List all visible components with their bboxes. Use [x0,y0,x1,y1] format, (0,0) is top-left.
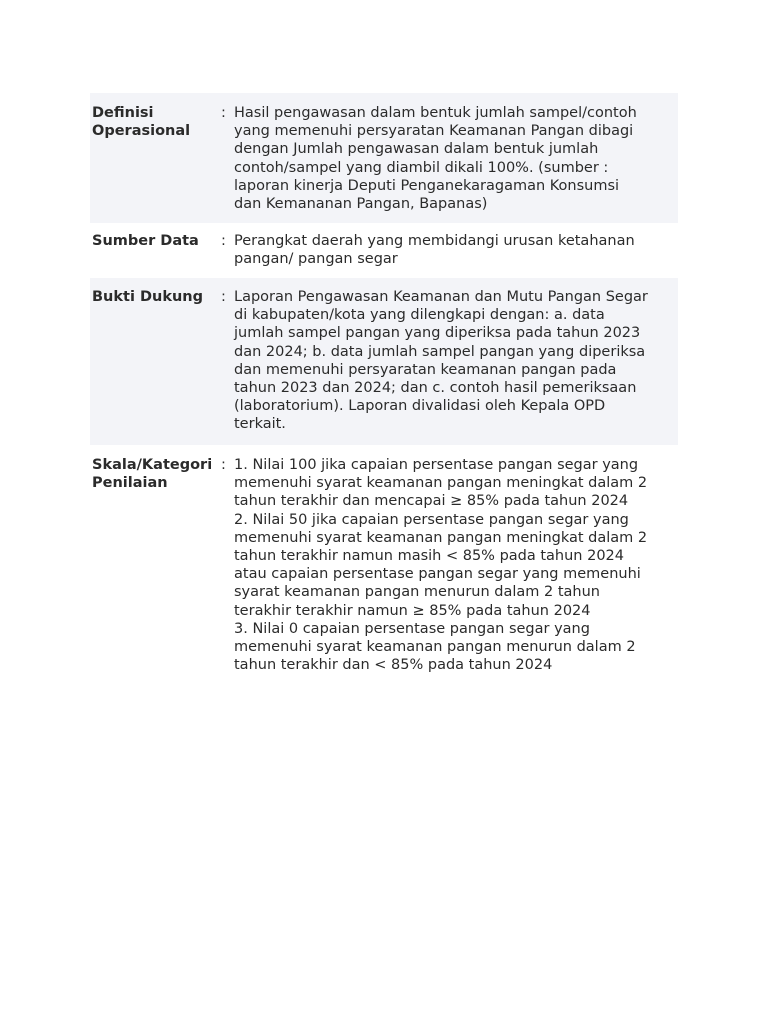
row-bukti-dukung [90,278,678,445]
row-value: 1. Nilai 100 jika capaian persentase pangan segar yang memenuhi syarat keamanan pangan meningkat dalam 2 tahun terakhir dan mencapai ≥ 85% pada tahun 2024 2. Nilai 50 jika capaian persentase pangan segar yang memenuhi syarat keamanan pangan meningkat dalam 2 tahun terakhir namun masih < 85% pada tahun 2024 atau capaian persentase pangan segar yang memenuhi syarat keamanan pangan menurun dalam 2 tahun terakhir terakhir namun ≥ 85% pada tahun 2024 3. Nilai 0 capaian persentase pangan segar yang memenuhi syarat keamanan pangan menurun dalam 2 tahun terakhir dan < 85% pada tahun 2024 [234,457,648,674]
row-value: Hasil pengawasan dalam bentuk jumlah sampel/contoh yang memenuhi persyaratan Keamanan Pangan dibagi dengan Jumlah pengawasan dalam bentuk jumlah contoh/sampel yang diambil dikali 100%. (sumber : laporan kinerja Deputi Penganekaragaman Konsumsi dan Kemananan Pangan, Bapanas) [234,105,637,213]
row-label: Definisi Operasional [92,105,191,140]
row-colon: : [221,289,226,305]
row-colon: : [221,105,226,121]
row-label: Skala/Kategori Penilaian [92,457,213,492]
row-label: Bukti Dukung [92,289,203,305]
row-skala-kategori-penilaian [90,445,678,674]
row-colon: : [221,233,226,249]
row-value: Laporan Pengawasan Keamanan dan Mutu Pangan Segar di kabupaten/kota yang dilengkapi dengan: a. data jumlah sampel pangan yang diperiksa pada tahun 2023 dan 2024; b. data jumlah sampel pangan yang diperiksa dan memenuhi persyaratan keamanan pangan pada tahun 2023 dan 2024; dan c. contoh hasil pemeriksaan (laboratorium). Laporan divalidasi oleh Kepala OPD terkait. [234,289,648,433]
row-label: Sumber Data [92,233,199,249]
row-value: Perangkat daerah yang membidangi urusan ketahanan pangan/ pangan segar [234,233,635,268]
row-sumber-data [90,223,678,278]
row-colon: : [221,457,226,473]
indicator-definition-table [90,93,678,674]
row-definisi-operasional [90,93,678,223]
